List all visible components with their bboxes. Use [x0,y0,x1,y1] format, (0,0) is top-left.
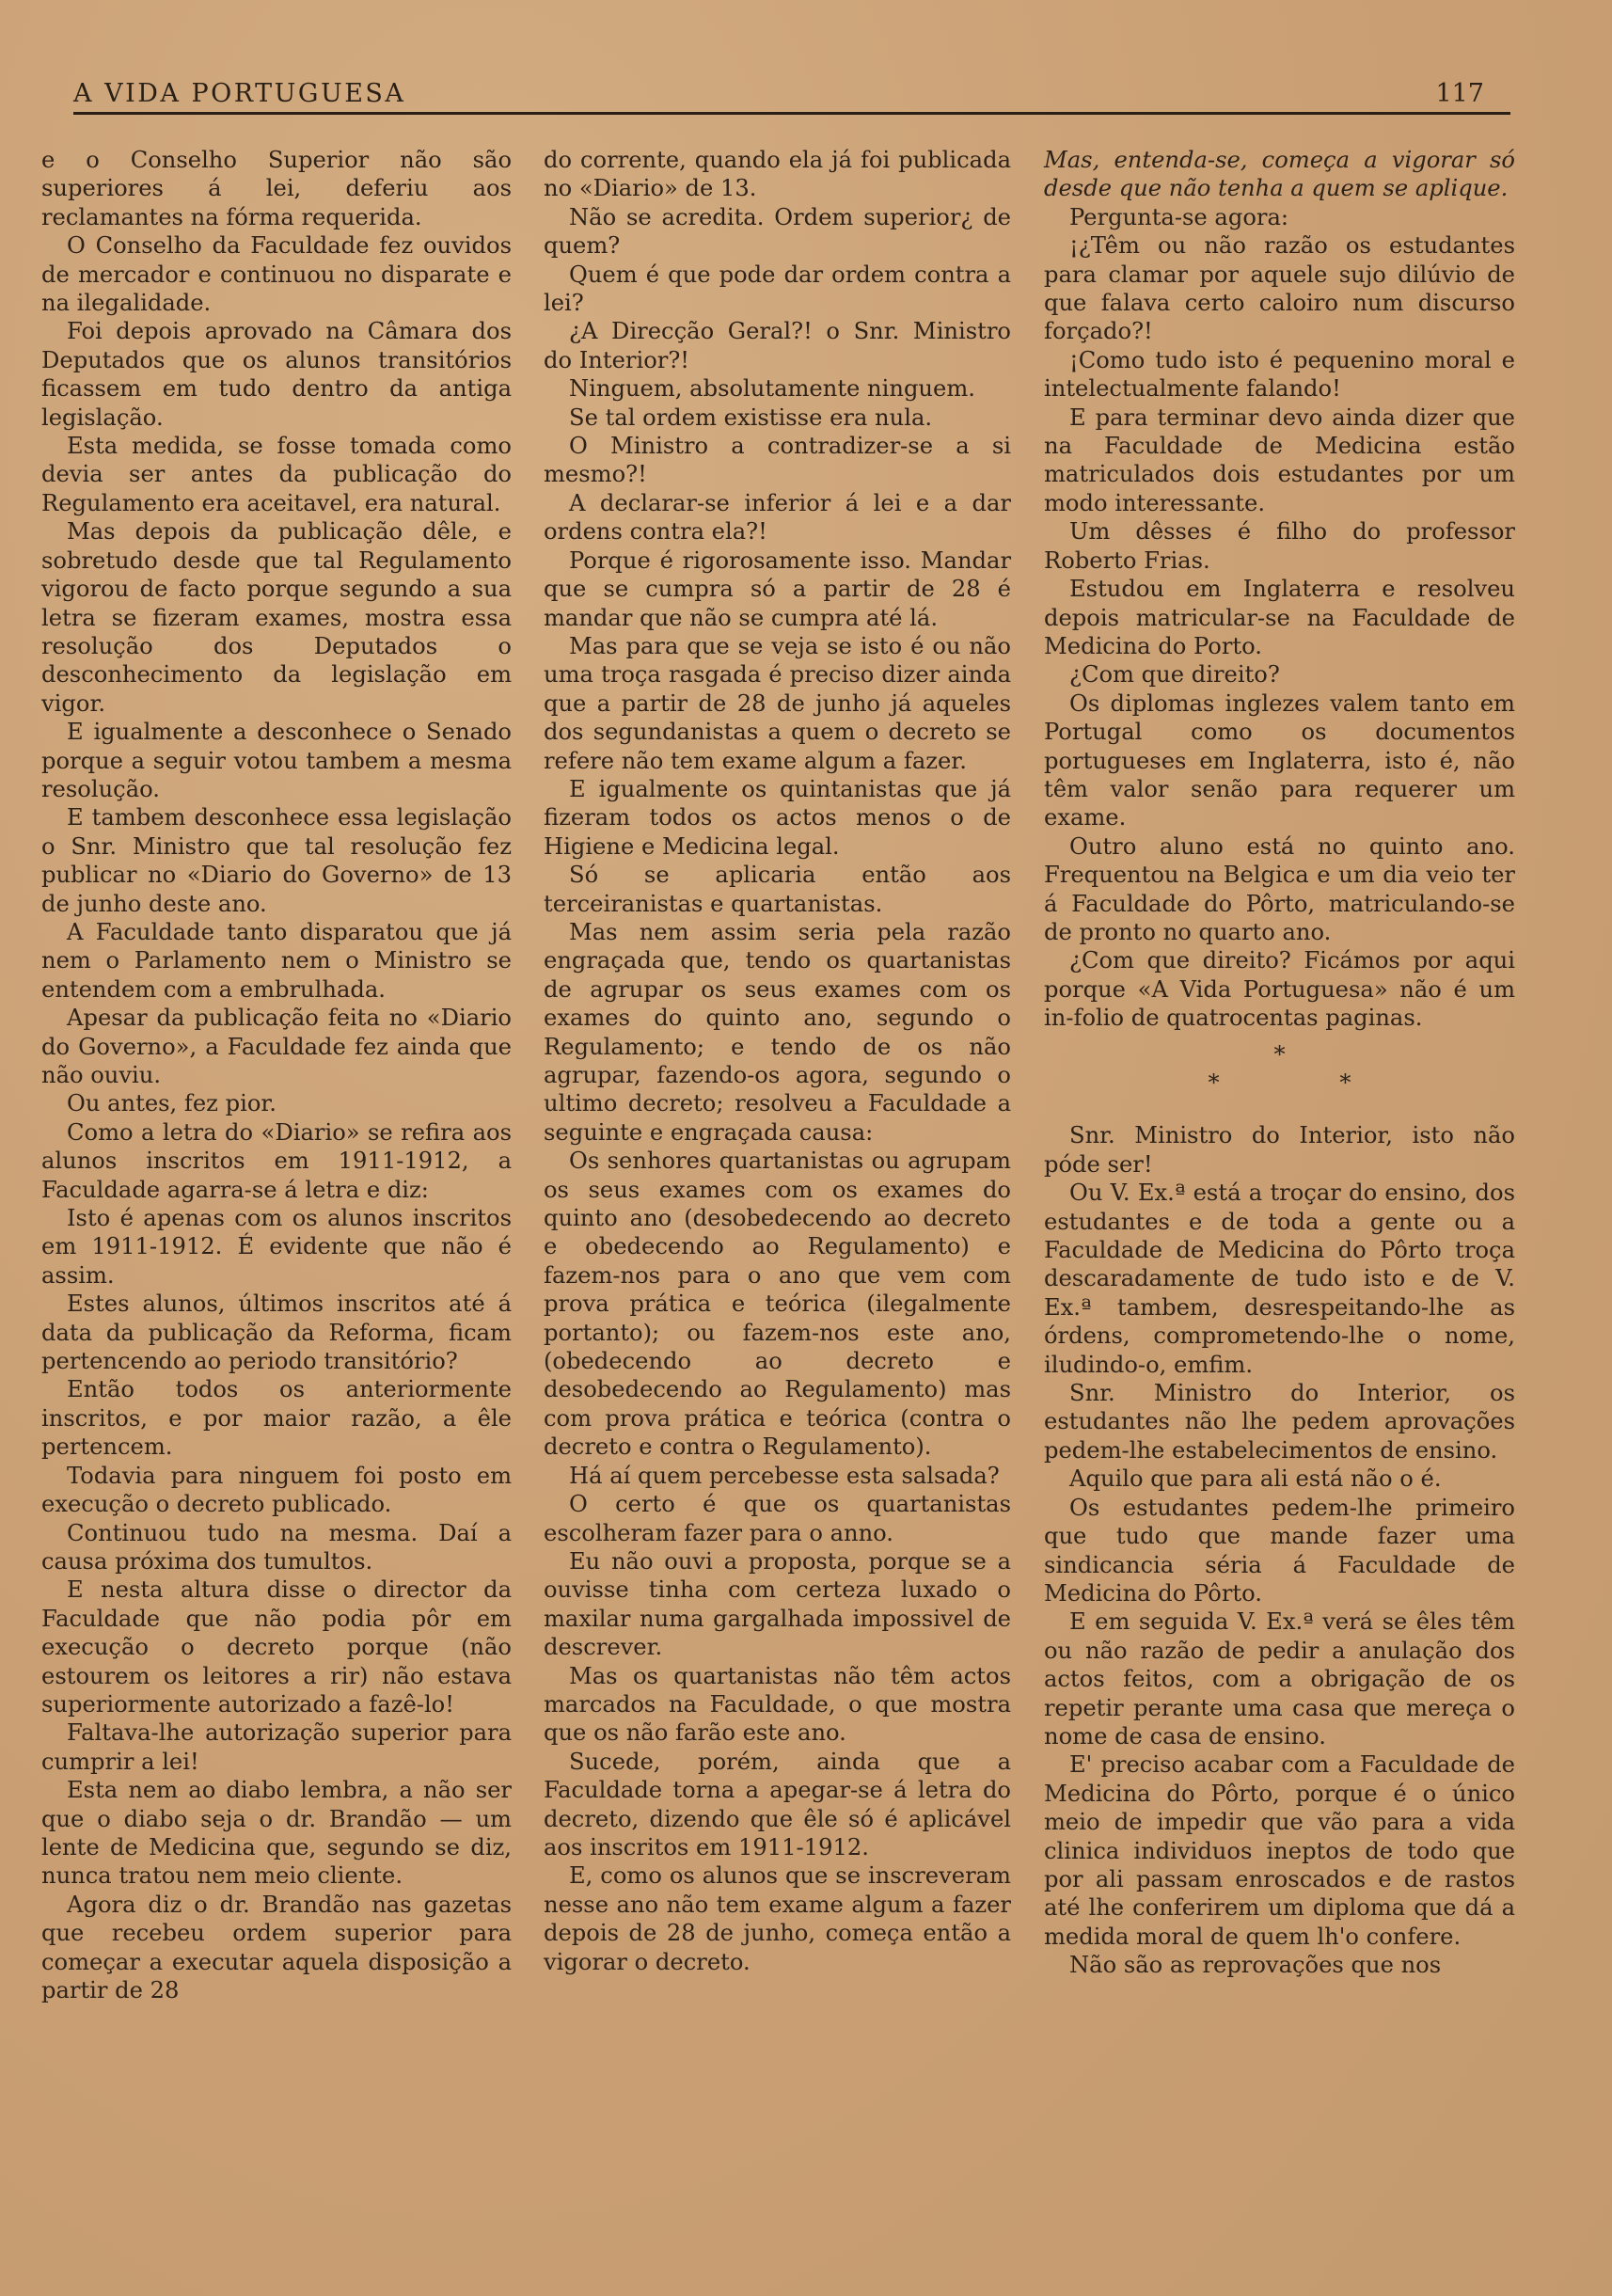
paragraph: Mas depois da publicação dêle, e sobretudo desde que tal Regulamento vigorou de facto porque segundo a sua letra se fizeram exames, mostra essa resolução dos Deputados o desconhecimento da legislação em vigor. [41,518,512,717]
paragraph: Continuou tudo na mesma. Daí a causa próxima dos tumultos. [41,1519,512,1575]
paragraph: E em seguida V. Ex.ª verá se êles têm ou não razão de pedir a anulação dos actos feitos, com a obrigação de os repetir perante uma casa que mereça o nome de casa de ensino. [1044,1608,1515,1750]
paragraph: Só se aplicaria então aos terceiranistas e quartanistas. [544,862,1011,917]
paragraph: Porque é rigorosamente isso. Mandar que se cumpra só a partir de 28 é mandar que não se cumpra até lá. [544,546,1011,631]
paragraph: O certo é que os quartanistas escolheram fazer para o anno. [544,1491,1011,1546]
paragraph: Esta nem ao diabo lembra, a não ser que o diabo seja o dr. Brandão — um lente de Medicina que, segundo se diz, nunca tratou nem meio cliente. [41,1777,512,1890]
paragraph: Os senhores quartanistas ou agrupam os seus exames com os exames do quinto ano (desobedecendo ao decreto e obedecendo ao Regulamento) e fazem-nos para o ano que vem com prova prática e teórica (ilegalmente portanto); ou fazem-nos este ano, (obedecendo ao decreto e desobedecendo ao Regulamento) mas com prova prática e teórica (contra o decreto e contra o Regulamento). [544,1148,1011,1461]
paragraph: e o Conselho Superior não são superiores á lei, deferiu aos reclamantes na fórma requerida. [41,147,512,230]
paragraph: ¿Com que direito? [1069,661,1280,689]
paragraph: Ou V. Ex.ª está a troçar do ensino, dos estudantes e de toda a gente ou a Faculdade de Medicina do Pôrto troça descaradamente de tudo isto e de V. Ex.ª tambem, desrespeitando-lhe as órdens, comprometendo-lhe o nome, iludindo-o, emfim. [1044,1180,1515,1378]
paragraph: ¡¿Têm ou não razão os estudantes para clamar por aquele sujo dilúvio de que falava certo caloiro num discurso forçado?! [1044,232,1515,345]
paragraph: Aquilo que para ali está não o é. [1069,1465,1442,1493]
paragraph: E' preciso acabar com a Faculdade de Medicina do Pôrto, porque é o único meio de impedir que vão para a vida clinica individuos ineptos de todo que por ali passam enroscados e de rastos até lhe conferirem um diploma que dá a medida moral de quem lh'o confere. [1044,1751,1515,1950]
text-column-3 [1044,146,1515,1980]
paragraph: Agora diz o dr. Brandão nas gazetas que recebeu ordem superior para começar a executar aquela disposição a partir de 28 [41,1891,512,2003]
paragraph: E tambem desconhece essa legislação o Snr. Ministro que tal resolução fez publicar no «Diario do Governo» de 13 de junho deste ano. [41,804,512,917]
paragraph: Estudou em Inglaterra e resolveu depois matricular-se na Faculdade de Medicina do Porto. [1044,576,1515,659]
paragraph: Mas os quartanistas não têm actos marcados na Faculdade, o que mostra que os não farão este ano. [544,1662,1011,1747]
paragraph: Sucede, porém, ainda que a Faculdade torna a apegar-se á letra do decreto, dizendo que êle só é aplicável aos inscritos em 1911-1912. [544,1748,1011,1861]
paragraph: E igualmente a desconhece o Senado porque a seguir votou tambem a mesma resolução. [41,719,512,802]
paragraph: ¿A Direcção Geral?! o Snr. Ministro do Interior?! [544,318,1011,373]
paragraph: Mas para que se veja se isto é ou não uma troça rasgada é preciso dizer ainda que a partir de 28 de junho já aqueles dos segundanistas a quem o decreto se refere não tem exame algum a fazer. [544,632,1011,774]
paragraph: E igualmente os quintanistas que já fizeram todos os actos menos o de Higiene e Medicina legal. [544,775,1011,860]
publication-title: A VIDA PORTUGUESA [73,79,406,108]
paragraph: Então todos os anteriormente inscritos, e por maior razão, a êle pertencem. [41,1376,512,1461]
paragraph: E para terminar devo ainda dizer que na Faculdade de Medicina estão matriculados dois estudantes por um modo interessante. [1044,404,1515,516]
paragraph: Não se acredita. Ordem superior¿ de quem? [544,203,1011,260]
paragraph: Mas nem assim seria pela razão engraçada que, tendo os quartanistas de agrupar os seus exames com os exames do quinto ano, segundo o Regulamento; e tendo de os não agrupar, fazendo-os agora, segundo o ultimo decreto; resolveu a Faculdade a seguinte e engraçada causa: [544,918,1011,1146]
paragraph: A Faculdade tanto disparatou que já nem o Parlamento nem o Ministro se entendem com a embrulhada. [41,918,512,1003]
paragraph: do corrente, quando ela já foi publicada no «Diario» de 13. [544,147,1011,202]
paragraph: Os estudantes pedem-lhe primeiro que tudo que mande fazer uma sindicancia séria á Faculdade de Medicina do Pôrto. [1044,1494,1515,1607]
paragraph: Isto é apenas com os alunos inscritos em 1911-1912. É evidente que não é assim. [41,1205,512,1289]
paragraph: A declarar-se inferior á lei e a dar ordens contra ela?! [544,489,1011,546]
paragraph: Eu não ouvi a proposta, porque se a ouvisse tinha com certeza luxado o maxilar numa gargalhada impossivel de descrever. [544,1547,1011,1661]
paragraph: Um dêsses é filho do professor Roberto Frias. [1044,518,1515,574]
paragraph: O Conselho da Faculdade fez ouvidos de mercador e continuou no disparate e na ilegalidade. [41,232,512,317]
paragraph: Estes alunos, últimos inscritos até á data da publicação da Reforma, ficam pertencendo ao periodo transitório? [41,1291,512,1375]
paragraph: E, como os alunos que se inscreveram nesse ano não tem exame algum a fazer depois de 28 de junho, começa então a vigorar o decreto. [544,1862,1011,1975]
page-header [73,79,1510,115]
paragraph: Ninguem, absolutamente ninguem. [569,375,975,403]
paragraph: Quem é que pode dar ordem contra a lei? [544,261,1011,317]
paragraph: ¡Como tudo isto é pequenino moral e intelectualmente falando! [1044,346,1515,403]
paragraph: Ou antes, fez pior. [67,1090,277,1117]
paragraph: Foi depois aprovado na Câmara dos Deputados que os alunos transitórios ficassem em tudo dentro da antiga legislação. [41,318,512,431]
paragraph: Snr. Ministro do Interior, isto não póde ser! [1044,1122,1515,1178]
header-rule [73,112,1510,115]
paragraph: Todavia para ninguem foi posto em execução o decreto publicado. [41,1462,512,1518]
paragraph: ¿Com que direito? Ficámos por aqui porque «A Vida Portuguesa» não é um in-folio de quatrocentas paginas. [1044,947,1515,1032]
paragraph: Apesar da publicação feita no «Diario do Governo», a Faculdade fez ainda que não ouviu. [41,1005,512,1088]
paragraph: Snr. Ministro do Interior, os estudantes não lhe pedem aprovações pedem-lhe estabelecimentos de ensino. [1044,1380,1515,1464]
paragraph: Faltava-lhe autorização superior para cumprir a lei! [41,1719,512,1775]
text-column-1 [41,146,512,2004]
paragraph: Se tal ordem existisse era nula. [569,404,933,431]
paragraph: Pergunta-se agora: [1069,203,1289,230]
paragraph: Mas, entenda-se, começa a vigorar só desde que não tenha a quem se aplique. [1044,147,1515,202]
paragraph: Há aí quem percebesse esta salsada? [569,1462,1000,1489]
section-separator: * * [1208,1069,1408,1096]
paragraph: Não são as reprovações que nos [1069,1952,1442,1979]
section-separator: * [1273,1040,1286,1068]
text-column-2 [544,146,1011,1976]
paragraph: Como a letra do «Diario» se refira aos alunos inscritos em 1911-1912, a Faculdade agarra-se á letra e diz: [41,1118,512,1203]
paragraph: Esta medida, se fosse tomada como devia ser antes da publicação do Regulamento era aceitavel, era natural. [41,433,512,516]
page-number: 117 [1435,79,1484,108]
paragraph: E nesta altura disse o director da Faculdade que não podia pôr em execução o decreto porque (não estourem os leitores a rir) não estava superiormente autorizado a fazê-lo! [41,1576,512,1718]
paragraph: Os diplomas inglezes valem tanto em Portugal como os documentos portugueses em Inglaterra, isto é, não têm valor senão para requerer um exame. [1044,689,1515,831]
paragraph: Outro aluno está no quinto ano. Frequentou na Belgica e um dia veio ter á Faculdade do Pôrto, matriculando-se de pronto no quarto ano. [1044,832,1515,945]
paragraph: O Ministro a contradizer-se a si mesmo?! [544,433,1011,488]
